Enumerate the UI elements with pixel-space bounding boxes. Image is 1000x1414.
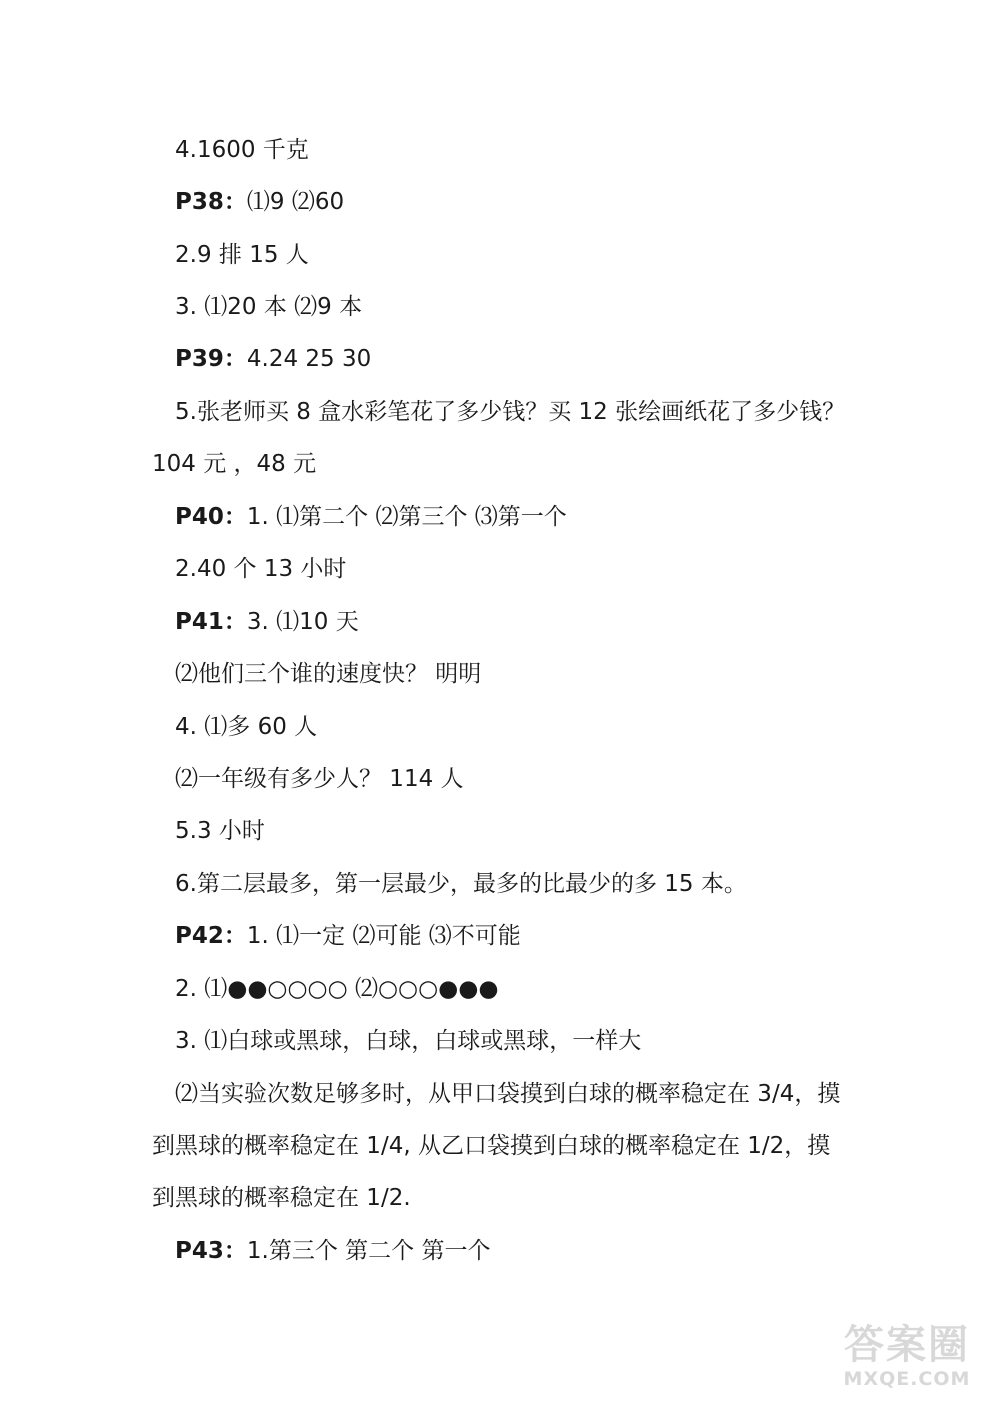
answer-line-1: 4.1600 千克 xyxy=(175,137,309,163)
answer-line-21: 到黑球的概率稳定在 1/2. xyxy=(152,1185,411,1211)
answer-line-12: 4. ⑴多 60 人 xyxy=(175,714,318,740)
answer-line-14: 5.3 小时 xyxy=(175,818,265,844)
answer-line-p38: P38：⑴9 ⑵60 xyxy=(175,189,345,215)
answer-line-p41: P41：3. ⑴10 天 xyxy=(175,609,359,635)
page-label: P42： xyxy=(175,923,247,949)
answer-line-17: 2. ⑴●●○○○○ ⑵○○○●●● xyxy=(175,976,499,1002)
answer-line-p39: P39：4.24 25 30 xyxy=(175,346,372,372)
page-label: P39： xyxy=(175,346,247,372)
page-label: P38： xyxy=(175,189,247,215)
answer-line-3: 2.9 排 15 人 xyxy=(175,242,309,268)
watermark-text: 答案圈 xyxy=(844,1322,970,1368)
answer-line-13: ⑵一年级有多少人？ 114 人 xyxy=(175,766,464,792)
answer-line-19: ⑵当实验次数足够多时，从甲口袋摸到白球的概率稳定在 3/4，摸 xyxy=(175,1081,841,1107)
page-label: P43： xyxy=(175,1238,247,1264)
answer-line-18: 3. ⑴白球或黑球，白球，白球或黑球，一样大 xyxy=(175,1028,642,1054)
answer-line-7: 104 元 ，48 元 xyxy=(152,451,317,477)
watermark-url: MXQE.COM xyxy=(843,1368,971,1390)
watermark-logo xyxy=(832,1322,982,1400)
answer-line-p40: P40：1. ⑴第二个 ⑵第三个 ⑶第一个 xyxy=(175,504,567,530)
answer-line-6: 5.张老师买 8 盒水彩笔花了多少钱？买 12 张绘画纸花了多少钱？ xyxy=(175,399,846,425)
answer-line-9: 2.40 个 13 小时 xyxy=(175,556,347,582)
answer-line-p42: P42：1. ⑴一定 ⑵可能 ⑶不可能 xyxy=(175,923,521,949)
page-label: P41： xyxy=(175,609,247,635)
answer-line-20: 到黑球的概率稳定在 1/4, 从乙口袋摸到白球的概率稳定在 1/2，摸 xyxy=(152,1133,831,1159)
answer-line-15: 6.第二层最多，第一层最少，最多的比最少的多 15 本。 xyxy=(175,871,747,897)
answer-line-4: 3. ⑴20 本 ⑵9 本 xyxy=(175,294,363,320)
page-label: P40： xyxy=(175,504,247,530)
answer-line-p43: P43：1.第三个 第二个 第一个 xyxy=(175,1238,491,1264)
answer-line-11: ⑵他们三个谁的速度快？ 明明 xyxy=(175,661,482,687)
